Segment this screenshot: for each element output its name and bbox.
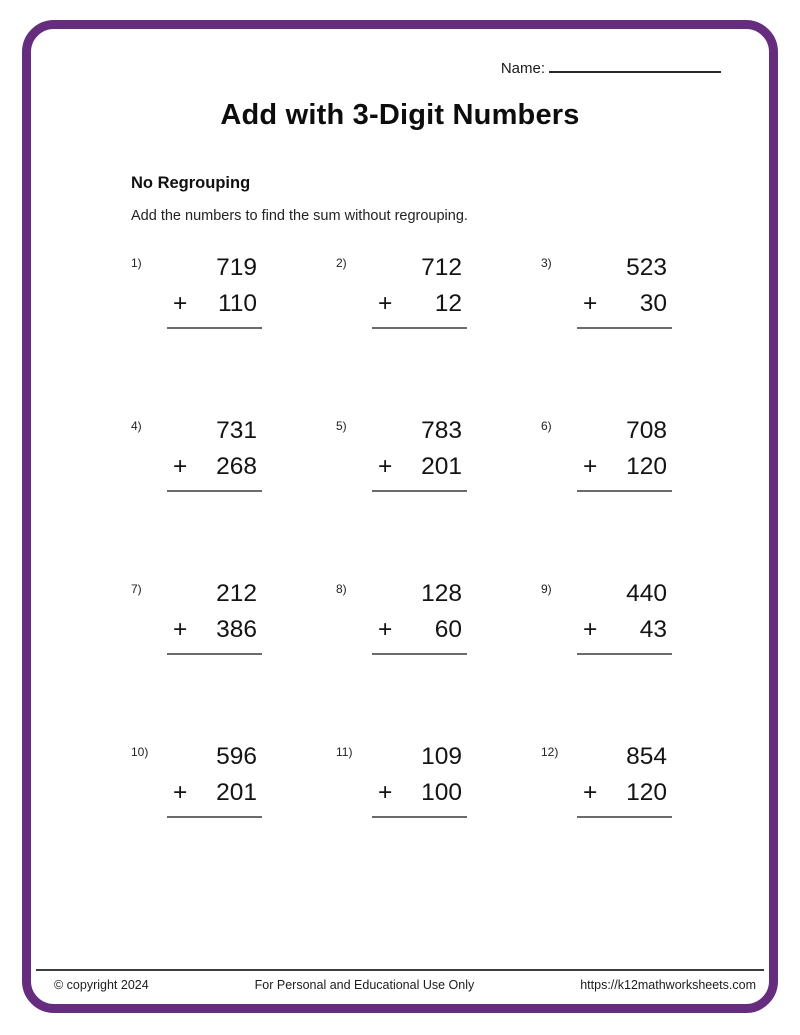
plus-sign: + bbox=[583, 453, 598, 480]
bottom-operand: 120 bbox=[626, 453, 667, 480]
top-operand: 440 bbox=[626, 580, 667, 607]
top-operand: 783 bbox=[421, 417, 462, 444]
plus-sign: + bbox=[173, 290, 188, 317]
plus-sign: + bbox=[378, 779, 393, 806]
answer-line bbox=[372, 816, 467, 818]
top-operand: 731 bbox=[216, 417, 257, 444]
problems-grid bbox=[131, 254, 729, 818]
answer-line bbox=[577, 327, 672, 329]
problem bbox=[131, 417, 336, 492]
plus-sign: + bbox=[173, 453, 188, 480]
problem-number: 7) bbox=[131, 582, 142, 596]
instructions: Add the numbers to find the sum without regrouping. bbox=[131, 208, 468, 224]
name-row bbox=[31, 59, 721, 77]
top-operand: 212 bbox=[216, 580, 257, 607]
problem-body bbox=[583, 580, 669, 655]
problem-body bbox=[583, 254, 669, 329]
bottom-operand: 268 bbox=[216, 453, 257, 480]
answer-line bbox=[167, 653, 262, 655]
plus-sign: + bbox=[173, 616, 188, 643]
top-operand: 523 bbox=[626, 254, 667, 281]
bottom-row bbox=[378, 290, 464, 318]
problem-body bbox=[378, 580, 464, 655]
bottom-row bbox=[378, 779, 464, 807]
problem bbox=[336, 417, 541, 492]
footer bbox=[36, 969, 764, 992]
answer-line bbox=[372, 327, 467, 329]
bottom-row bbox=[173, 453, 259, 481]
section-heading: No Regrouping bbox=[131, 174, 251, 192]
answer-line bbox=[577, 490, 672, 492]
bottom-operand: 386 bbox=[216, 616, 257, 643]
problem-body bbox=[378, 743, 464, 818]
top-operand: 596 bbox=[216, 743, 257, 770]
problem-number: 9) bbox=[541, 582, 552, 596]
plus-sign: + bbox=[378, 453, 393, 480]
problem-body bbox=[173, 743, 259, 818]
bottom-operand: 110 bbox=[217, 290, 257, 317]
problem-number: 5) bbox=[336, 419, 347, 433]
problem-number: 4) bbox=[131, 419, 142, 433]
bottom-row bbox=[583, 779, 669, 807]
content bbox=[31, 174, 769, 818]
plus-sign: + bbox=[173, 779, 188, 806]
problem-body bbox=[173, 417, 259, 492]
bottom-row bbox=[173, 290, 259, 318]
top-operand: 708 bbox=[626, 417, 667, 444]
problem bbox=[541, 580, 746, 655]
problem-number: 6) bbox=[541, 419, 552, 433]
top-operand: 719 bbox=[216, 254, 257, 281]
problem bbox=[541, 254, 746, 329]
bottom-operand: 12 bbox=[434, 290, 462, 317]
problem-body bbox=[173, 580, 259, 655]
problem bbox=[131, 580, 336, 655]
name-blank-line bbox=[549, 59, 721, 73]
bottom-operand: 201 bbox=[216, 779, 257, 806]
problem-body bbox=[173, 254, 259, 329]
problem-number: 1) bbox=[131, 256, 142, 270]
footer-website: https://k12mathworksheets.com bbox=[580, 978, 756, 992]
problem-body bbox=[378, 417, 464, 492]
problem bbox=[336, 743, 541, 818]
top-operand: 128 bbox=[421, 580, 462, 607]
answer-line bbox=[577, 816, 672, 818]
answer-line bbox=[372, 490, 467, 492]
plus-sign: + bbox=[378, 616, 393, 643]
plus-sign: + bbox=[378, 290, 393, 317]
sheet bbox=[22, 20, 778, 1013]
top-operand: 109 bbox=[421, 743, 462, 770]
bottom-operand: 120 bbox=[626, 779, 667, 806]
answer-line bbox=[167, 816, 262, 818]
problem-number: 12) bbox=[541, 745, 559, 759]
top-operand: 712 bbox=[421, 254, 462, 281]
problem bbox=[336, 580, 541, 655]
answer-line bbox=[577, 653, 672, 655]
bottom-row bbox=[173, 779, 259, 807]
plus-sign: + bbox=[583, 616, 598, 643]
page-title: Add with 3-Digit Numbers bbox=[220, 99, 580, 131]
answer-line bbox=[167, 490, 262, 492]
problem-body bbox=[583, 743, 669, 818]
problem bbox=[336, 254, 541, 329]
bottom-operand: 60 bbox=[434, 616, 462, 643]
problem-number: 3) bbox=[541, 256, 552, 270]
bottom-operand: 43 bbox=[639, 616, 667, 643]
problem bbox=[541, 417, 746, 492]
bottom-row bbox=[378, 453, 464, 481]
bottom-row bbox=[173, 616, 259, 644]
problem-number: 8) bbox=[336, 582, 347, 596]
bottom-row bbox=[378, 616, 464, 644]
bottom-row bbox=[583, 453, 669, 481]
bottom-operand: 201 bbox=[421, 453, 462, 480]
problem-number: 2) bbox=[336, 256, 347, 270]
footer-copyright: © copyright 2024 bbox=[54, 978, 149, 992]
answer-line bbox=[167, 327, 262, 329]
top-operand: 854 bbox=[626, 743, 667, 770]
problem-body bbox=[583, 417, 669, 492]
answer-line bbox=[372, 653, 467, 655]
problem-number: 11) bbox=[336, 745, 353, 759]
problem-body bbox=[378, 254, 464, 329]
plus-sign: + bbox=[583, 779, 598, 806]
name-label: Name: bbox=[500, 60, 545, 77]
plus-sign: + bbox=[583, 290, 598, 317]
bottom-operand: 100 bbox=[421, 779, 462, 806]
bottom-row bbox=[583, 290, 669, 318]
bottom-operand: 30 bbox=[639, 290, 667, 317]
problem-number: 10) bbox=[131, 745, 149, 759]
problem bbox=[541, 743, 746, 818]
problem bbox=[131, 254, 336, 329]
problem bbox=[131, 743, 336, 818]
bottom-row bbox=[583, 616, 669, 644]
footer-usage: For Personal and Educational Use Only bbox=[254, 978, 475, 992]
